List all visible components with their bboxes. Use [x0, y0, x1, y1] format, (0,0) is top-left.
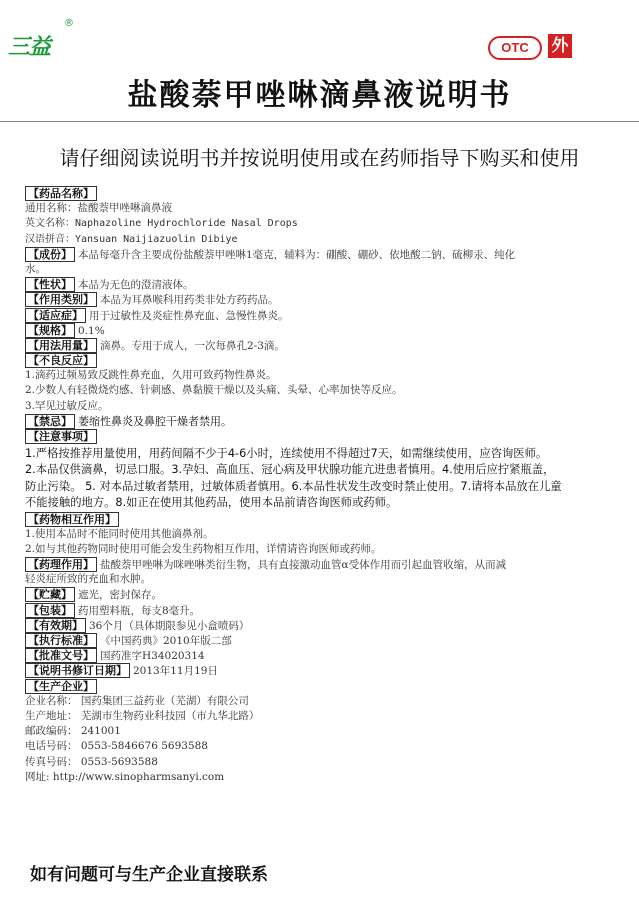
- manufacturer-fax: 传真号码： 0553-5693588: [25, 755, 158, 768]
- interaction-item: 1.使用本品时不能同时使用其他滴鼻剂。: [25, 527, 214, 540]
- composition-text-cont: 水。: [25, 262, 46, 275]
- common-name: 通用名称：盐酸萘甲唑啉滴鼻液: [25, 202, 172, 215]
- precaution-line: 防止污染。 5. 对本品过敏者禁用，过敏体质者慎用。6.本品性状发生改变时禁止使用。7.请将本品放在儿童: [25, 479, 562, 493]
- section-header-spec: 【规格】: [25, 323, 75, 338]
- section-header-revision: 【说明书修订日期】: [25, 663, 130, 678]
- section-header-interactions: 【药物相互作用】: [25, 512, 119, 527]
- contraindication-text: 萎缩性鼻炎及鼻腔干燥者禁用。: [78, 414, 232, 428]
- adverse-item: 1.滴药过频易致反跳性鼻充血，久用可致药物性鼻炎。: [25, 369, 277, 382]
- standard-text: 《中国药典》2010年版二部: [100, 635, 232, 647]
- contact-notice: 如有问题可与生产企业直接联系: [30, 865, 268, 885]
- usage-warning: 请仔细阅读说明书并按说明使用或在药师指导下购买和使用: [59, 146, 580, 170]
- character-text: 本品为无色的澄清液体。: [78, 279, 194, 292]
- section-header-category: 【作用类别】: [25, 292, 97, 307]
- section-header-precautions: 【注意事项】: [25, 429, 97, 444]
- precaution-line: 2.本品仅供滴鼻，切忌口服。3.孕妇、高血压、冠心病及甲状腺功能亢进患者慎用。4.使用后应拧紧瓶盖，: [25, 463, 555, 476]
- pharmacology-text-cont: 轻炎症所致的充血和水肿。: [25, 573, 151, 586]
- section-header-contraindication: 【禁忌】: [25, 414, 75, 429]
- precaution-line: 不能接触的地方。8.如正在使用其他药品，使用本品前请咨询医师或药师。: [25, 496, 398, 509]
- company-logo: 三益: [8, 35, 51, 60]
- manufacturer-phone: 电话号码： 0553-5846676 5693588: [25, 740, 208, 753]
- section-header-drug-name: 【药品名称】: [25, 186, 97, 201]
- spec-text: 0.1%: [78, 324, 105, 337]
- section-header-pharmacology: 【药理作用】: [25, 557, 97, 572]
- manufacturer-postcode: 邮政编码： 241001: [25, 725, 121, 738]
- page-title: 盐酸萘甲唑啉滴鼻液说明书: [127, 78, 512, 113]
- section-header-standard: 【执行标准】: [25, 633, 97, 648]
- section-header-approval: 【批准文号】: [25, 648, 97, 663]
- pinyin-name: 汉语拼音：Yansuan Naijiazuolin Dibiye: [25, 233, 238, 245]
- section-header-package: 【包装】: [25, 603, 75, 618]
- section-header-manufacturer: 【生产企业】: [25, 679, 97, 694]
- registered-mark: ®: [64, 18, 74, 29]
- section-header-composition: 【成份】: [25, 247, 75, 262]
- approval-text: 国药准字H34020314: [100, 650, 205, 663]
- section-header-character: 【性状】: [25, 277, 75, 292]
- manufacturer-website: 网址: http://www.sinopharmsanyi.com: [25, 770, 225, 783]
- indication-text: 用于过敏性及炎症性鼻充血、急慢性鼻炎。: [89, 309, 289, 322]
- divider: [0, 121, 639, 122]
- manufacturer-address: 生产地址： 芜湖市生物药业科技园（市九华北路）: [25, 709, 260, 722]
- leaflet-body: [25, 186, 610, 785]
- section-header-dosage: 【用法用量】: [25, 338, 97, 353]
- precaution-line: 1.严格按推荐用量使用，用药间隔不少于4-6小时，连续使用不得超过7天，如需继续使用，应咨询医师。: [25, 446, 548, 460]
- composition-text: 本品每毫升含主要成份盐酸萘甲唑啉1毫克，辅料为：硼酸、硼砂、依地酸二钠、硫柳汞、纯化: [78, 248, 516, 261]
- storage-text: 遮光，密封保存。: [78, 589, 162, 602]
- external-use-badge: 外: [548, 34, 572, 58]
- manufacturer-name: 企业名称： 国药集团三益药业（芜湖）有限公司: [25, 694, 249, 707]
- section-header-validity: 【有效期】: [25, 618, 86, 633]
- section-header-storage: 【贮藏】: [25, 587, 75, 602]
- section-header-indication: 【适应症】: [25, 308, 86, 323]
- section-header-adverse: 【不良反应】: [25, 353, 97, 368]
- otc-badge: OTC: [488, 36, 542, 60]
- category-text: 本品为耳鼻喉科用药类非处方药药品。: [100, 294, 279, 307]
- interaction-item: 2.如与其他药物同时使用可能会发生药物相互作用，详情请咨询医师或药师。: [25, 542, 382, 555]
- dosage-text: 滴鼻。专用于成人，一次每鼻孔2-3滴。: [100, 339, 285, 352]
- adverse-item: 2.少数人有轻微烧灼感、针刺感、鼻黏膜干燥以及头痛、头晕、心率加快等反应。: [25, 384, 403, 397]
- validity-text: 36个月（具体期限参见小盒喷码）: [89, 619, 250, 632]
- english-name: 英文名称：Naphazoline Hydrochloride Nasal Drops: [25, 218, 298, 230]
- adverse-item: 3.罕见过敏反应。: [25, 399, 109, 412]
- pharmacology-text: 盐酸萘甲唑啉为咪唑啉类衍生物，具有直接激动血管α受体作用而引起血管收缩，从而减: [100, 559, 507, 572]
- package-text: 药用塑料瓶，每支8毫升。: [78, 604, 201, 617]
- revision-text: 2013年11月19日: [133, 665, 218, 678]
